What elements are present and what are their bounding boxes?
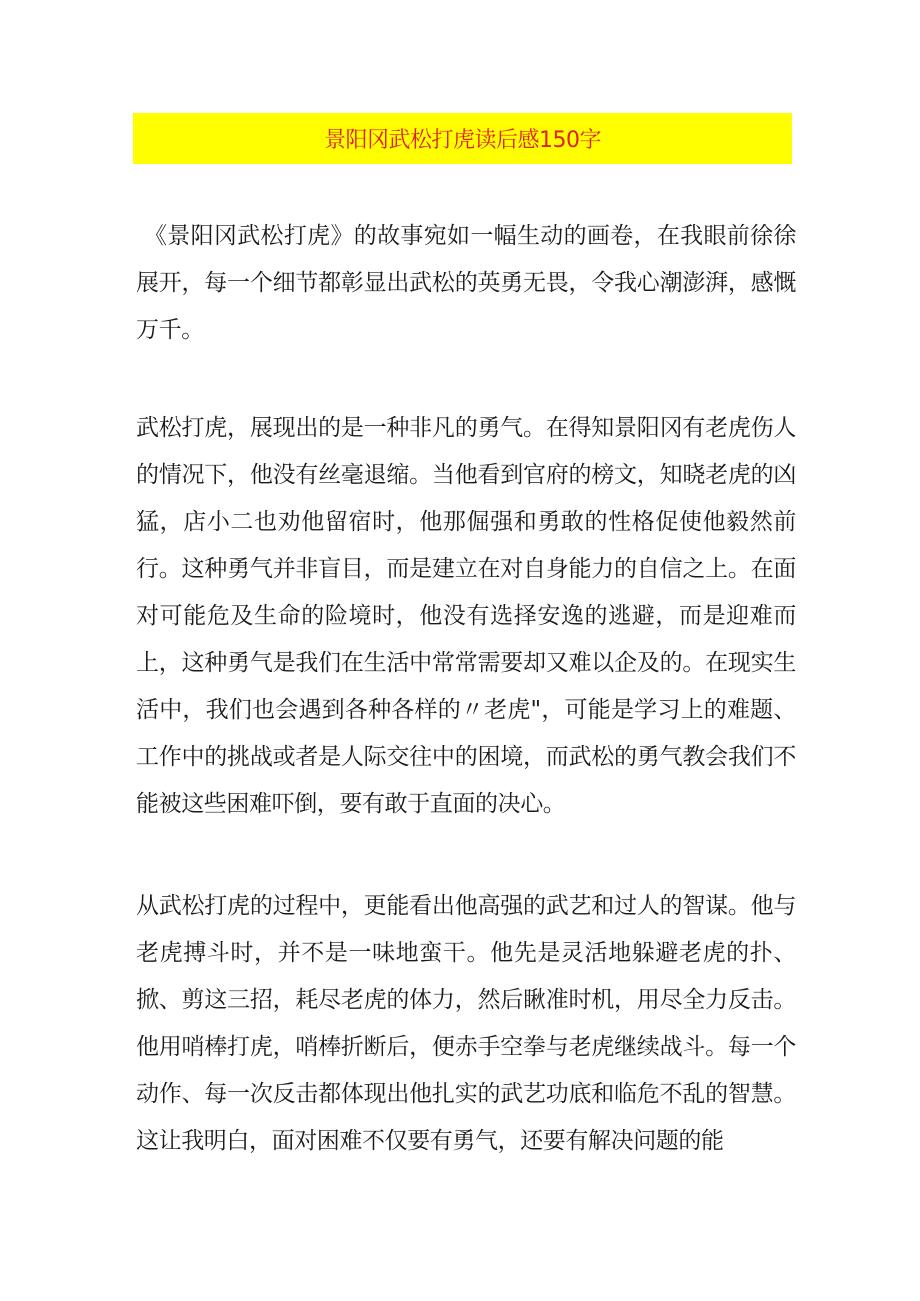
paragraph-courage: 武松打虎，展现出的是一种非凡的勇气。在得知景阳冈有老虎伤人的情况下，他没有丝毫退缩。当他看到官府的榜文，知晓老虎的凶猛，店小二也劝他留宿时，他那倔强和勇敢的性格促使他毅然前行。这种勇气并非盲目，而是建立在对自身能力的自信之上。在面对可能危及生命的险境时，他没有选择安逸的逃避，而是迎难而上，这种勇气是我们在生活中常常需要却又难以企及的。在现实生活中，我们也会遇到各种各样的〃老虎"，可能是学习上的难题、工作中的挑战或者是人际交往中的困境，而武松的勇气教会我们不能被这些困难吓倒，要有敢于直面的决心。 <box>136 415 796 817</box>
document-title: 景阳冈武松打虎读后感150字 <box>324 128 601 153</box>
paragraph-skill: 从武松打虎的过程中，更能看出他高强的武艺和过人的智谋。他与老虎搏斗时，并不是一味地蛮干。他先是灵活地躲避老虎的扑、掀、剪这三招，耗尽老虎的体力，然后瞅准时机，用尽全力反击。他用哨棒打虎，哨棒折断后，便赤手空拳与老虎继续战斗。每一个动作、每一次反击都体现出他扎实的武艺功底和临危不乱的智慧。这让我明白，面对困难不仅要有勇气，还要有解决问题的能 <box>136 893 796 1154</box>
paragraph-intro: 《景阳冈武松打虎》的故事宛如一幅生动的画卷，在我眼前徐徐展开，每一个细节都彰显出武松的英勇无畏，令我心潮澎湃，感慨万千。 <box>136 223 796 343</box>
title-banner <box>133 113 792 164</box>
